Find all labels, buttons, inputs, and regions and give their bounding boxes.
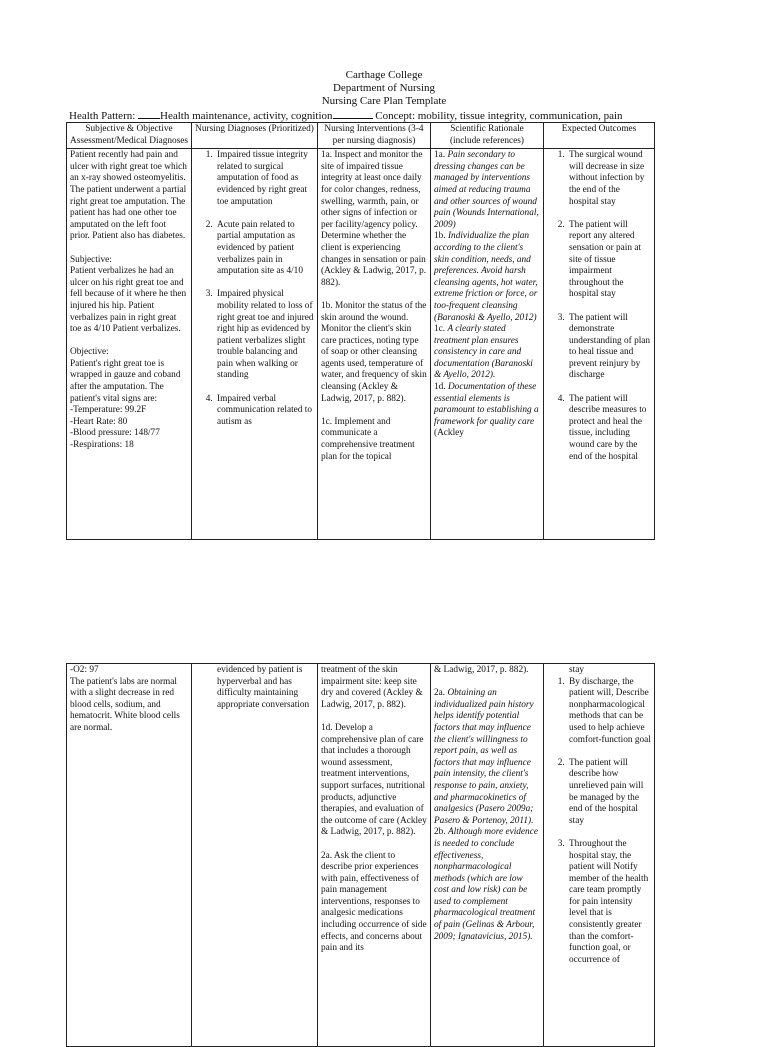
rationale-item: & Ladwig, 2017, p. 882). <box>434 665 529 675</box>
outcome-item: 1. The surgical wound will decrease in size without infection by the end of the hospital stay <box>567 150 651 208</box>
table-body-row <box>67 664 655 1047</box>
rationale-item: 2a. Obtaining an individualized pain history helps identify potential factors that may influence the client's willingness to report pain, as well as factors that may influence pain intensity, the client's response to pain, anxiety, and pharmacokinetics of analgesics (Pasero 2009a; Pasero & Portenoy, 2011). <box>434 688 534 826</box>
rationale-item: 1c. A clearly stated treatment plan ensures consistency in care and documentation (Baranoski & Ayello, 2012). <box>434 324 533 381</box>
diagnosis-item: 1. Impaired tissue integrity related to surgical amputation of food as evidenced by right great toe amputation <box>215 150 314 208</box>
rationale-cell <box>431 149 544 540</box>
outcome-item: 2. The patient will describe how unrelieved pain will be managed by the end of the hospital stay <box>567 758 651 828</box>
interventions-cell <box>318 149 431 540</box>
diagnoses-cell <box>192 664 318 1047</box>
vital-temperature: -Temperature: 99.2F <box>70 405 147 416</box>
intervention-item: 1a. Inspect and monitor the site of impaired tissue integrity at least once daily for color changes, redness, swelling, warmth, pain, or other signs of infection or per facility/agency policy. Determine whether the client is experiencing changes in sensation or pain (Ackley & Ladwig, 2017, p. 882). <box>321 150 427 288</box>
blank-underline <box>333 118 373 119</box>
objective-text: Patient's right great toe is wrapped in gauze and coband after the amputation. The patient's vital signs are: <box>70 358 181 404</box>
vital-blood-pressure: -Blood pressure: 148/77 <box>70 428 160 439</box>
outcomes-cell <box>544 664 655 1047</box>
table-body-row <box>67 149 655 540</box>
outcome-item: 1. By discharge, the patient will, Describe nonpharmacological methods that can be used to help achieve comfort-function goal <box>567 677 651 747</box>
outcome-item: 2. The patient will report any altered sensation or pain at site of tissue impairment throughout the hospital stay <box>567 220 651 301</box>
concept-value: mobility, tissue integrity, communication, pain <box>417 110 623 122</box>
assessment-cell <box>67 664 192 1047</box>
concept-label: Concept: <box>375 110 415 122</box>
outcome-continued: stay <box>569 665 584 675</box>
vital-o2: -O2: 97 <box>70 665 99 675</box>
outcome-item: 3. The patient will demonstrate understanding of plan to heal tissue and prevent reinjury by discharge <box>567 313 651 383</box>
outcomes-list <box>547 677 651 967</box>
objective-label: Objective: <box>70 347 109 358</box>
table-header-row <box>67 123 655 149</box>
blank-underline <box>138 118 160 119</box>
intervention-item: 2a. Ask the client to describe prior experiences with pain, effectiveness of pain management interventions, responses to analgesic medications including occurrence of side effects, and concerns about pain and its <box>321 850 427 954</box>
outcome-item: 3. Throughout the hospital stay, the patient will Notify member of the health care team promptly for pain intensity level that is consistently greater than the comfort-function goal, or occurrence of <box>567 839 651 967</box>
diagnosis-item: 4. Impaired verbal communication related to autism as <box>215 394 314 429</box>
care-plan-table-page1 <box>66 122 655 540</box>
rationale-item: 1b. Individualize the plan according to the client's skin condition, needs, and preferences. Avoid harsh cleansing agents, hot water, extreme friction or force, or too-frequent cleansing (Baranoski & Ayello, 2012) <box>434 231 538 323</box>
diagnosis-item: 3. Impaired physical mobility related to loss of right great toe and injured right hip as evidenced by patient verbalizes slight trouble balancing and pain when walking or standing <box>215 289 314 382</box>
health-pattern-label: Health Pattern: <box>69 110 136 122</box>
rationale-cell <box>431 664 544 1047</box>
interventions-cell <box>318 664 431 1047</box>
column-header-rationale: Scientific Rationale (include references) <box>431 123 544 149</box>
document-header <box>0 69 768 108</box>
subjective-text: Patient verbalizes he had an ulcer on his right great toe and fell because of it where he then injured his hip. Patient verbalizes pain in right great toe as 4/10 Patient verbalizes. <box>70 266 187 335</box>
outcomes-cell <box>544 149 655 540</box>
labs-text: The patient's labs are normal with a slight decrease in red blood cells, sodium, and hematocrit. White blood cells are normal. <box>70 676 180 733</box>
rationale-item: 1d. Documentation of these essential elements is paramount to establishing a framework for quality care (Ackley <box>434 382 539 439</box>
outcomes-list <box>547 150 651 463</box>
intervention-item: treatment of the skin impairment site: keep site dry and covered (Ackley & Ladwig, 2017, p. 882). <box>321 665 423 710</box>
department-name: Department of Nursing <box>332 82 436 94</box>
rationale-item: 1a. Pain secondary to dressing changes can be managed by interventions aimed at reducing trauma and other sources of wound pain (Wounds International, 2009) <box>434 150 539 230</box>
vital-respirations: -Respirations: 18 <box>70 440 134 451</box>
college-name: Carthage College <box>345 69 423 81</box>
column-header-assessment: Subjective & Objective Assessment/Medical Diagnoses <box>67 123 192 149</box>
column-header-diagnoses: Nursing Diagnoses (Prioritized) <box>192 123 318 149</box>
column-header-interventions: Nursing Interventions (3-4 per nursing diagnosis) <box>318 123 431 149</box>
assessment-summary: Patient recently had pain and ulcer with right great toe which an x-ray showed osteomyelitis. The patient underwent a partial right great toe amputation. The patient has had one other toe amputated on the left foot prior. Patient also has diabetes. <box>70 150 187 242</box>
diagnosis-item: 2. Acute pain related to partial amputation as evidenced by patient verbalizes pain in amputation site as 4/10 <box>215 220 314 278</box>
column-header-outcomes: Expected Outcomes <box>544 123 655 149</box>
intervention-item: 1b. Monitor the status of the skin around the wound. Monitor the client's skin care practices, noting type of soap or other cleansing agents used, temperature of water, and frequency of skin cleansing (Ackley & Ladwig, 2017, p. 882). <box>321 300 427 404</box>
diagnoses-list <box>195 150 314 428</box>
template-title: Nursing Care Plan Template <box>321 95 447 107</box>
diagnoses-cell <box>192 149 318 540</box>
subjective-label: Subjective: <box>70 254 112 265</box>
intervention-item: 1c. Implement and communicate a comprehensive treatment plan for the topical <box>321 416 415 462</box>
vital-heart-rate: -Heart Rate: 80 <box>70 416 128 427</box>
diagnosis-continued: evidenced by patient is hyperverbal and has difficulty maintaining appropriate conversation <box>217 665 310 710</box>
outcome-item: 4. The patient will describe measures to protect and heal the tissue, including wound care by the end of the hospital <box>567 394 651 464</box>
assessment-cell <box>67 149 192 540</box>
health-pattern-value: Health maintenance, activity, cognition <box>160 110 333 122</box>
care-plan-table-page2 <box>66 663 655 1047</box>
rationale-item: 2b. Although more evidence is needed to conclude effectiveness, nonpharmacological methods (which are low cost and low risk) can be used to complement pharmacological treatment of pain (Gelinas & Arbour, 2009; Ignatavicius, 2015). <box>434 827 538 942</box>
intervention-item: 1d. Develop a comprehensive plan of care that includes a thorough wound assessment, treatment interventions, support surfaces, nutritional products, adjunctive therapies, and evaluation of the outcome of care (Ackley & Ladwig, 2017, p. 882). <box>321 722 427 838</box>
